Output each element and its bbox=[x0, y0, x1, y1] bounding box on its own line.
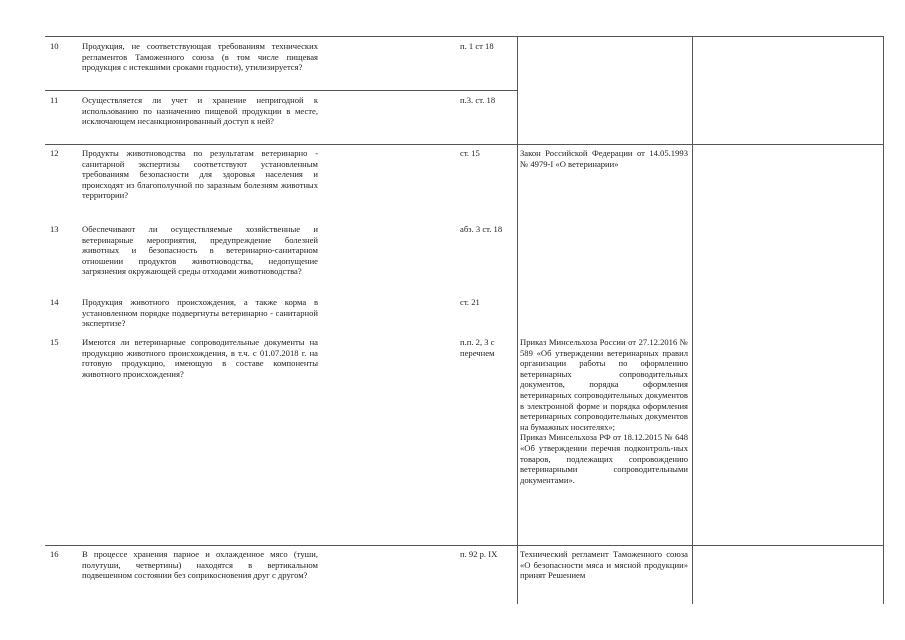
row-number: 15 bbox=[50, 337, 59, 347]
question-text: В процессе хранения парное и охлажденное мясо (туши, полутуши, четвертины) находятся в вертикальном подвешенном состоянии без соприкосновения друг с другом? bbox=[82, 549, 318, 581]
legal-reference: ст. 15 bbox=[460, 148, 480, 158]
table-border-top bbox=[45, 36, 883, 37]
question-text: Продукция, не соответствующая требованиям технических регламентов Таможенного союза (в том числе пищевая продукция с истекшими сроками годности), утилизируется? bbox=[82, 41, 318, 73]
legal-act: Технический регламент Таможенного союза «О безопасности мяса и мясной продукции» принят Решением bbox=[520, 549, 688, 581]
legal-act: Закон Российской Федерации от 14.05.1993 № 4979-I «О ветеринарии» bbox=[520, 148, 688, 169]
row-number: 10 bbox=[50, 41, 59, 51]
row-number: 13 bbox=[50, 224, 59, 234]
column-border bbox=[517, 36, 518, 604]
row-number: 14 bbox=[50, 297, 59, 307]
row-divider bbox=[45, 144, 883, 145]
question-text: Имеются ли ветеринарные сопроводительные документы на продукцию животного происхождения, в т.ч. с 01.07.2018 г. на готовую продукцию, имеющую в составе компоненты животного происхождения? bbox=[82, 337, 318, 379]
question-text: Обеспечивают ли осуществляемые хозяйственные и ветеринарные мероприятия, предупреждение болезней животных и безопасность в ветеринарно-санитарном отношении продуктов животноводства, недопущение загрязнения окружающей среды отходами животноводства? bbox=[82, 224, 318, 277]
row-number: 12 bbox=[50, 148, 59, 158]
row-number: 11 bbox=[50, 95, 59, 105]
row-divider bbox=[45, 90, 517, 91]
column-border bbox=[692, 36, 693, 604]
legal-reference: ст. 21 bbox=[460, 297, 480, 307]
question-text: Продукция животного происхождения, а также корма в установленном порядке подвергнуты ветеринарно - санитарной экспертизе? bbox=[82, 297, 318, 329]
row-divider bbox=[45, 545, 883, 546]
legal-reference: п. 92 р. IX bbox=[460, 549, 498, 559]
legal-act: Приказ Минсельхоза России от 27.12.2016 № 589 «Об утверждении ветеринарных правил организации работы по оформлению ветеринарных сопроводительных документов, порядка оформления ветеринарных сопроводительных документов в электронной форме и порядка оформления ветеринарных сопроводительных документов на бумажных носителях»; Приказ Минсельхоза РФ от 18.12.2015 № 648 «Об утверждении перечня подконтроль-ных товаров, подлежащих сопровождению ветеринарными сопроводительными документами». bbox=[520, 337, 688, 485]
legal-reference: п.3. ст. 18 bbox=[460, 95, 496, 105]
question-text: Продукты животноводства по результатам ветеринарно - санитарной экспертизы соответствуют установленным требованиям безопасности для здоровья населения и происходят из благополучной по заразным болезням животных территории? bbox=[82, 148, 318, 201]
legal-reference: абз. 3 ст. 18 bbox=[460, 224, 503, 234]
legal-reference: п.п. 2, 3 с перечнем bbox=[460, 337, 495, 358]
question-text: Осуществляется ли учет и хранение непригодной к использованию по назначению пищевой продукции в месте, исключающем несанкционированный доступ к ней? bbox=[82, 95, 318, 127]
legal-reference: п. 1 ст 18 bbox=[460, 41, 494, 51]
column-border bbox=[883, 36, 884, 604]
row-number: 16 bbox=[50, 549, 59, 559]
